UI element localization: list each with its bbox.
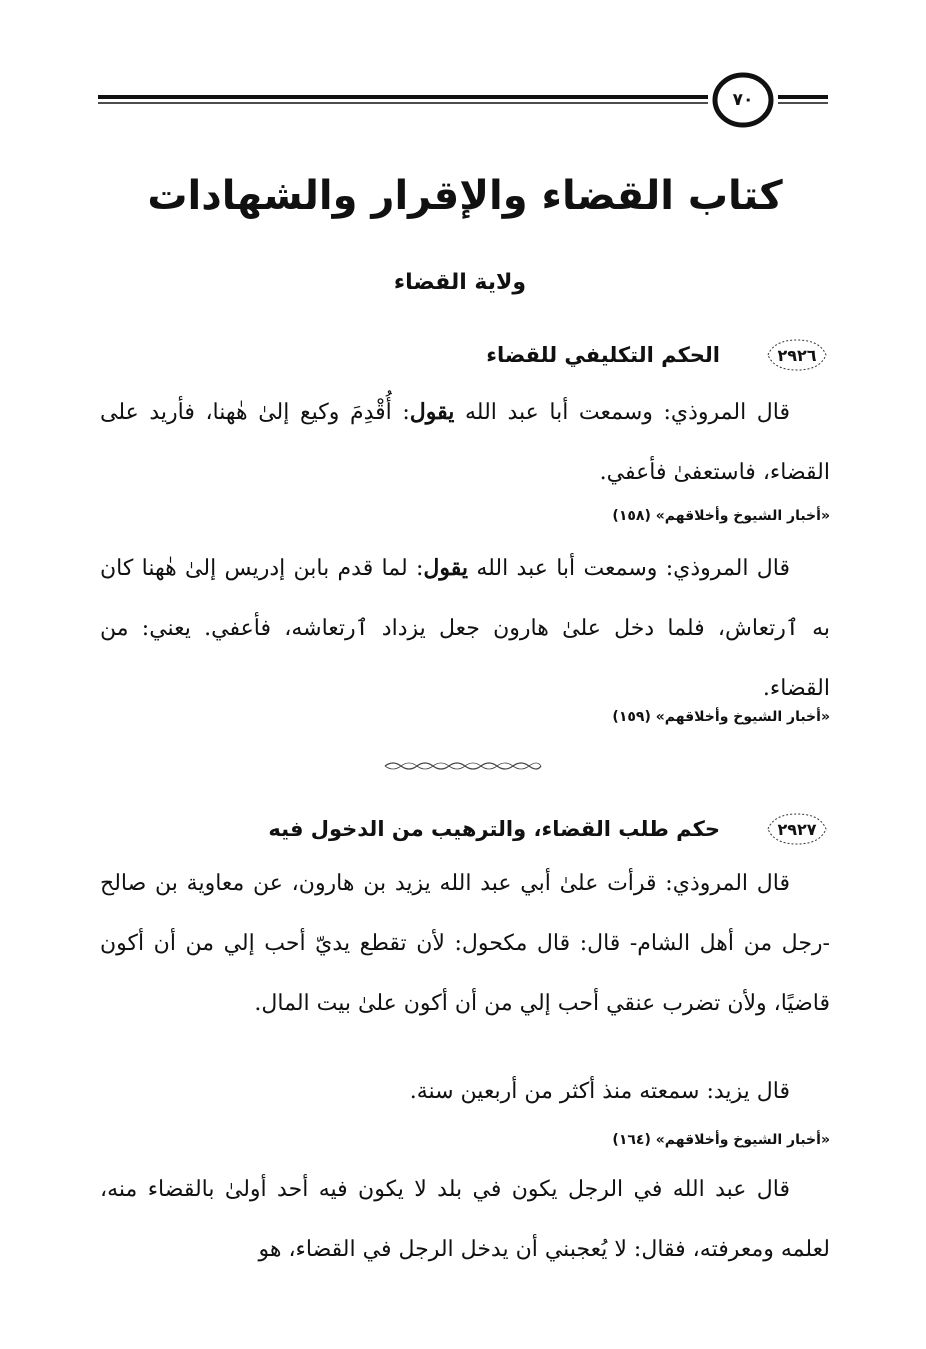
paragraph bbox=[100, 538, 830, 719]
source-citation: «أخبار الشيوخ وأخلاقهم» (١٥٩) bbox=[612, 709, 830, 725]
paragraph-text: قال عبد الله في الرجل يكون في بلد لا يكون فيه أحد أولىٰ بالقضاء منه، لعلمه ومعرفته، فقال: لا يُعجبني أن يدخل الرجل في القضاء، هو bbox=[100, 1177, 830, 1262]
paragraph-text: : أُقْدِمَ وكيع إلىٰ هٰهنا، فأريد على القضاء، فاستعفىٰ فأعفي. bbox=[100, 400, 830, 485]
paragraph bbox=[100, 1160, 830, 1280]
entry-title: حكم طلب القضاء، والترهيب من الدخول فيه bbox=[268, 817, 720, 841]
ornament-divider-icon bbox=[383, 760, 543, 772]
entry-number: ٢٩٢٦ bbox=[777, 345, 817, 365]
paragraph-text: قال يزيد: سمعته منذ أكثر من أربعين سنة. bbox=[409, 1079, 790, 1104]
section-title: ولاية القضاء bbox=[393, 270, 527, 295]
paragraph-text: قال المروذي: وسمعت أبا عبد الله bbox=[468, 556, 790, 581]
entry-number-badge bbox=[764, 336, 830, 374]
paragraph-text: قال المروذي: وسمعت أبا عبد الله bbox=[454, 400, 791, 425]
emphasis-text: يقول bbox=[409, 399, 455, 425]
entry-number: ٢٩٢٧ bbox=[777, 819, 817, 839]
entry-title: الحكم التكليفي للقضاء bbox=[486, 343, 720, 367]
page-number: ٧٠ bbox=[732, 90, 754, 110]
paragraph bbox=[100, 1062, 830, 1122]
paragraph bbox=[100, 854, 830, 1034]
entry-heading bbox=[100, 810, 830, 850]
source-citation: «أخبار الشيوخ وأخلاقهم» (١٦٤) bbox=[612, 1132, 830, 1148]
paragraph bbox=[100, 382, 830, 503]
entry-heading bbox=[100, 336, 830, 376]
paragraph-text: : لما قدم بابن إدريس إلىٰ هٰهنا كان به ٱرتعاش، فلما دخل علىٰ هارون جعل يزداد ٱرتعاشه، فأعفي. يعني: من القضاء. bbox=[100, 556, 830, 701]
paragraph-text: قال المروذي: قرأت علىٰ أبي عبد الله يزيد بن هارون، عن معاوية بن صالح -رجل من أهل الشام- قال: قال مكحول: لأن تقطع يديّ أحب إلي من أن أكون قاضيًا، ولأن تضرب عنقي أحب إلي من أن أكون علىٰ بيت المال. bbox=[100, 871, 830, 1016]
source-citation: «أخبار الشيوخ وأخلاقهم» (١٥٨) bbox=[612, 508, 830, 524]
entry-number-badge bbox=[764, 810, 830, 848]
header-rule bbox=[98, 70, 828, 130]
emphasis-text: يقول bbox=[423, 555, 469, 581]
book-title: كتاب القضاء والإقرار والشهادات bbox=[147, 173, 783, 219]
